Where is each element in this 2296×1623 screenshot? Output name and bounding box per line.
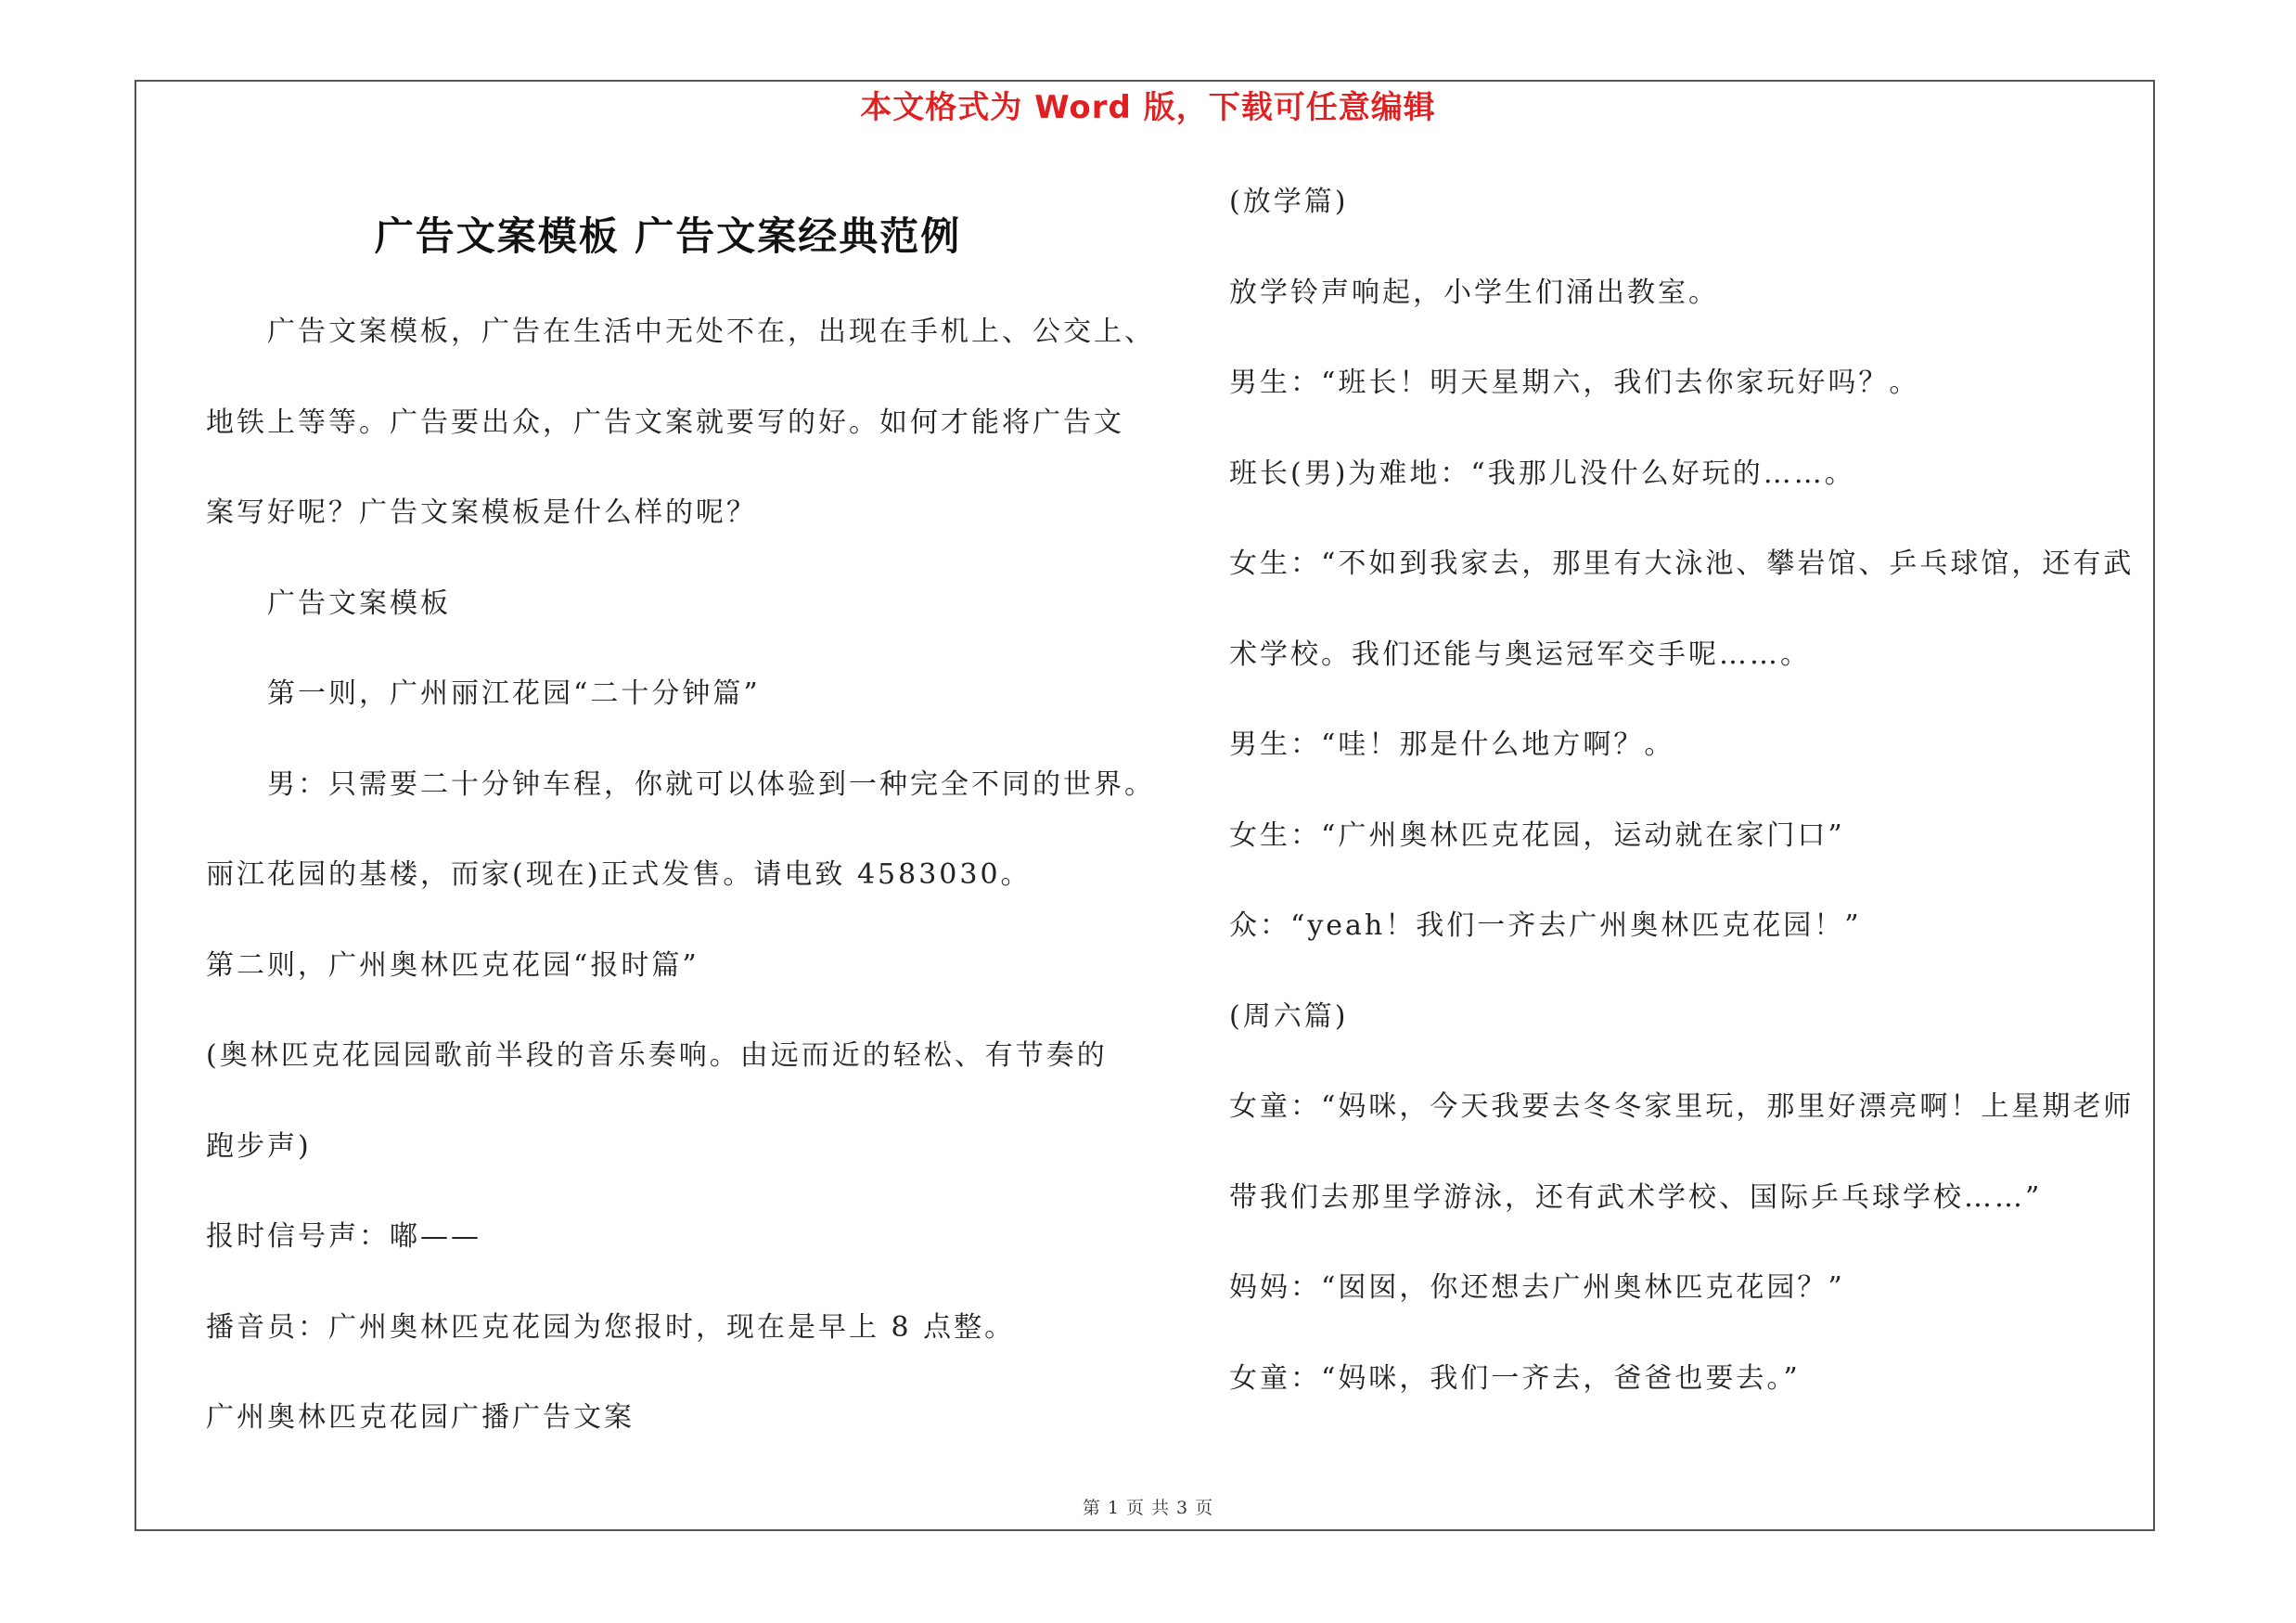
paragraph-line: 跑步声) [206, 1129, 312, 1163]
paragraph-line: 男生：“哇！那是什么地方啊？。 [1229, 728, 1675, 761]
paragraph-line: 女生：“不如到我家去，那里有大泳池、攀岩馆、乒乓球馆，还有武 [1229, 547, 2135, 580]
paragraph-line: (放学篇) [1229, 186, 1349, 218]
left-column [206, 314, 1155, 1490]
paragraph-line: 丽江花园的基楼，而家(现在)正式发售。请电致 4583030。 [206, 858, 1032, 891]
paragraph-line: (奥林匹克花园园歌前半段的音乐奏响。由远而近的轻松、有节奏的 [206, 1039, 1108, 1072]
paragraph-line: 广告文案模板，广告在生活中无处不在，出现在手机上、公交上、 [267, 316, 1155, 348]
paragraph-line: 众：“yeah！我们一齐去广州奥林匹克花园！” [1229, 909, 1862, 942]
paragraph-line: 第二则，广州奥林匹克花园“报时篇” [206, 948, 699, 982]
paragraph-line: 放学铃声响起，小学生们涌出教室。 [1229, 276, 1719, 309]
paragraph-line: 男生：“班长！明天星期六，我们去你家玩好吗？。 [1229, 367, 1920, 399]
paragraph-line: 播音员：广州奥林匹克花园为您报时，现在是早上 8 点整。 [206, 1310, 1016, 1344]
paragraph-line: 报时信号声：嘟—— [206, 1220, 481, 1253]
paragraph-line: 广州奥林匹克花园广播广告文案 [206, 1401, 635, 1434]
paragraph-line: 女生：“广州奥林匹克花园，运动就在家门口” [1229, 818, 1845, 852]
word-format-banner: 本文格式为 Word 版，下载可任意编辑 [860, 89, 1436, 126]
paragraph-line: 案写好呢？广告文案模板是什么样的呢？ [206, 496, 757, 529]
paragraph-line: 带我们去那里学游泳，还有武术学校、国际乒乓球学校……” [1229, 1180, 2043, 1214]
paragraph-line: (周六篇) [1229, 999, 1349, 1033]
paragraph-line: 术学校。我们还能与奥运冠军交手呢……。 [1229, 638, 1811, 671]
paragraph-line: 女童：“妈咪，今天我要去冬冬家里玩，那里好漂亮啊！上星期老师 [1229, 1090, 2135, 1123]
paragraph-line: 地铁上等等。广告要出众，广告文案就要写的好。如何才能将广告文 [206, 406, 1124, 439]
page-number-footer: 第 1 页 共 3 页 [1082, 1498, 1214, 1518]
paragraph-line: 女童：“妈咪，我们一齐去，爸爸也要去。” [1229, 1361, 1801, 1395]
section-heading: 广告文案模板 [267, 586, 451, 620]
paragraph-line: 男：只需要二十分钟车程，你就可以体验到一种完全不同的世界。 [267, 767, 1155, 801]
paragraph-line: 班长(男)为难地：“我那儿没什么好玩的……。 [1229, 457, 1855, 490]
document-title: 广告文案模板 广告文案经典范例 [374, 213, 962, 259]
paragraph-line: 妈妈：“囡囡，你还想去广州奥林匹克花园？” [1229, 1271, 1845, 1304]
paragraph-line: 第一则，广州丽江花园“二十分钟篇” [267, 677, 761, 710]
right-column [1229, 184, 2157, 1450]
